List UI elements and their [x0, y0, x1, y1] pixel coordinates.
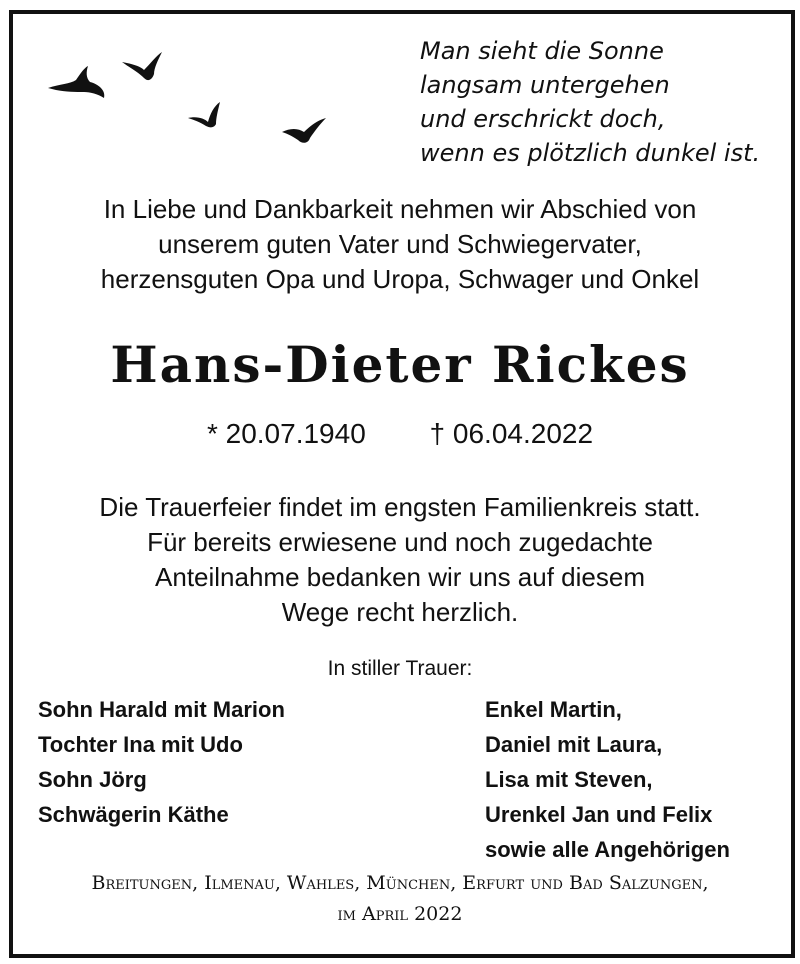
- ceremony-line: Die Trauerfeier findet im engsten Familienkreis statt.: [99, 492, 701, 522]
- intro-line: herzensguten Opa und Uropa, Schwager und Onkel: [100, 264, 700, 294]
- mourner-entry: Schwägerin Käthe: [38, 802, 229, 827]
- bird-icon: [122, 52, 162, 80]
- poem-line: wenn es plötzlich dunkel ist.: [420, 139, 761, 167]
- mourner-entry: Urenkel Jan und Felix: [485, 802, 713, 827]
- date-line: im April 2022: [337, 903, 463, 925]
- mourner-entry: Daniel mit Laura,: [485, 732, 663, 757]
- mourners-right-column: [485, 692, 730, 867]
- mourner-entry: Sohn Harald mit Marion: [38, 697, 285, 722]
- mourner-entry: sowie alle Angehörigen: [485, 837, 730, 862]
- poem-line: langsam untergehen: [420, 71, 670, 99]
- deceased-name: Hans-Dieter Rickes: [110, 335, 690, 394]
- ceremony-line: Wege recht herzlich.: [281, 597, 519, 627]
- death-date: † 06.04.2022: [429, 418, 594, 449]
- poem-line: Man sieht die Sonne: [420, 37, 664, 65]
- poem-line: und erschrickt doch,: [420, 105, 666, 133]
- ceremony-line: Für bereits erwiesene und noch zugedachte: [147, 527, 653, 557]
- bird-icon: [48, 66, 104, 98]
- places-line: Breitungen, Ilmenau, Wahles, München, Erfurt und Bad Salzungen,: [91, 872, 709, 894]
- ceremony-line: Anteilnahme bedanken wir uns auf diesem: [155, 562, 645, 592]
- intro-line: In Liebe und Dankbarkeit nehmen wir Abschied von: [103, 194, 697, 224]
- bird-icon: [188, 102, 220, 127]
- bird-icon: [282, 118, 326, 143]
- life-dates: [0, 414, 800, 454]
- mourner-entry: Sohn Jörg: [38, 767, 147, 792]
- poem: [420, 34, 770, 170]
- places-and-date: [0, 868, 800, 930]
- mourner-entry: Lisa mit Steven,: [485, 767, 653, 792]
- mourners-heading: In stiller Trauer:: [327, 657, 473, 680]
- ceremony-notice: [0, 490, 800, 630]
- mourner-entry: Tochter Ina mit Udo: [38, 732, 243, 757]
- intro-line: unserem guten Vater und Schwiegervater,: [158, 229, 642, 259]
- mourners-left-column: [38, 692, 285, 832]
- mourner-entry: Enkel Martin,: [485, 697, 622, 722]
- flying-birds-icon: [40, 40, 340, 160]
- birth-date: * 20.07.1940: [206, 418, 366, 449]
- farewell-intro: [0, 192, 800, 297]
